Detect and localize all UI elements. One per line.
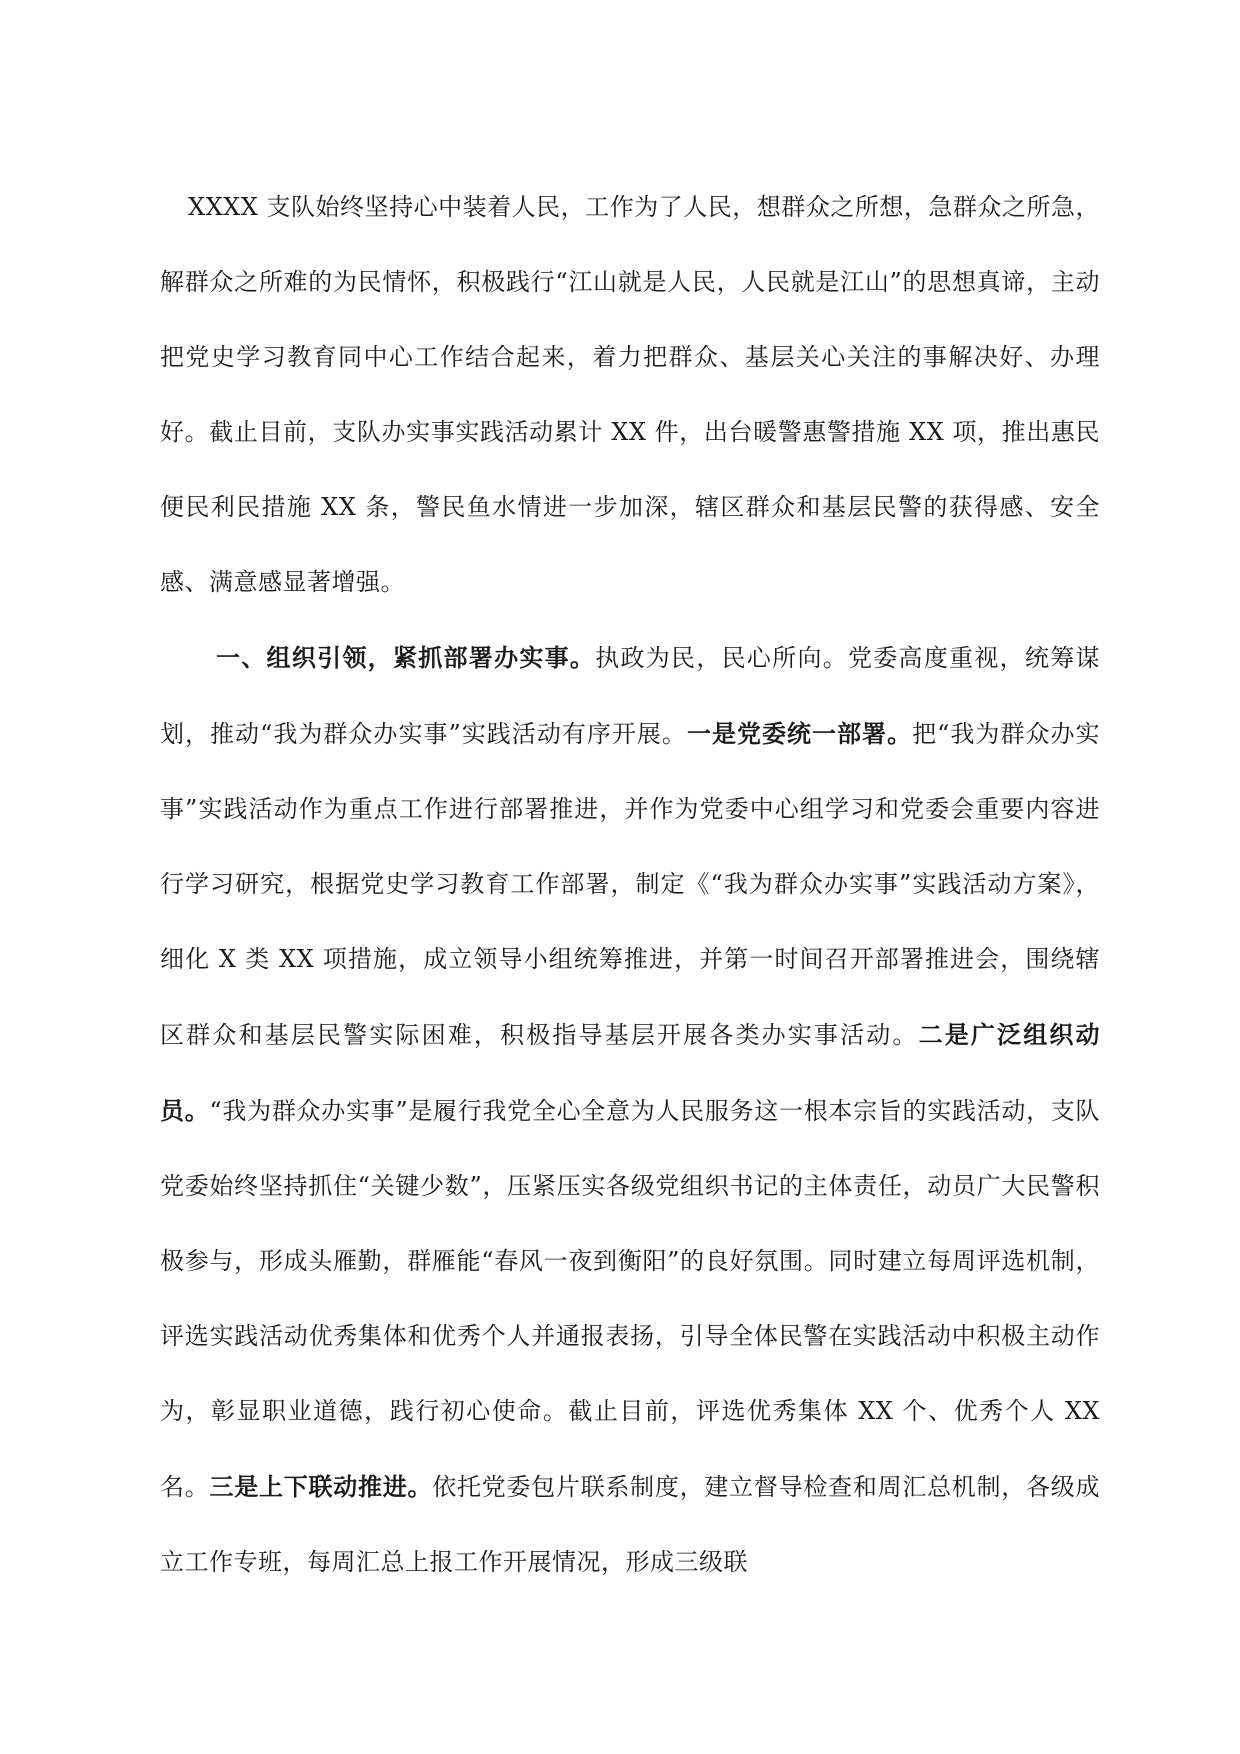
point-1-text: 把“我为群众办实事”实践活动作为重点工作进行部署推进，并作为党委中心组学习和党委会重要内容进行学习研究，根据党史学习教育工作部署，制定《“我为群众办实事”实践活动方案》，细化 X 类 XX 项措施，成立领导小组统筹推进，并第一时间召开部署推进会，围绕辖区群众和基层民警实际困难，积极指导基层开展各类办实事活动。 [160, 720, 1101, 1049]
section-intro-text: 执政为民，民心所向。党委高度重视，统筹谋划，推动“我为群众办实事”实践活动有序开展。 [160, 644, 1101, 748]
point-3-label: 三是上下联动推进。 [209, 1472, 433, 1501]
paragraph-intro [160, 170, 1100, 620]
point-2-label: 二是广泛组织动员。 [160, 1020, 1101, 1125]
point-2-text: “我为群众办实事”是履行我党全心全意为人民服务这一根本宗旨的实践活动，支队党委始终坚持抓住“关键少数”，压紧压实各级党组织书记的主体责任，动员广大民警积极参与，形成头雁勤，群雁能“春风一夜到衡阳”的良好氛围。同时建立每周评选机制，评选实践活动优秀集体和优秀个人并通报表扬，引导全体民警在实践活动中积极主动作为，彰显职业道德，践行初心使命。截止目前，评选优秀集体 XX 个、优秀个人 XX 名。 [160, 1097, 1100, 1501]
paragraph-section-1 [160, 620, 1100, 1600]
section-heading: 一、组织引领，紧抓部署办实事。 [216, 643, 596, 672]
point-1-label: 一是党委统一部署。 [686, 719, 913, 748]
point-3-text: 依托党委包片联系制度，建立督导检查和周汇总机制，各级成立工作专班，每周汇总上报工作开展情况，形成三级联 [160, 1473, 1101, 1576]
document-body [160, 170, 1100, 1600]
paragraph-intro-text: XXXX 支队始终坚持心中装着人民，工作为了人民，想群众之所想，急群众之所急，解群众之所难的为民情怀，积极践行“江山就是人民，人民就是江山”的思想真谛，主动把党史学习教育同中心工作结合起来，着力把群众、基层关心关注的事解决好、办理好。截止目前，支队办实事实践活动累计 XX 件，出台暖警惠警措施 XX 项，推出惠民便民利民措施 XX 条，警民鱼水情进一步加深，辖区群众和基层民警的获得感、安全感、满意感显著增强。 [160, 193, 1100, 596]
